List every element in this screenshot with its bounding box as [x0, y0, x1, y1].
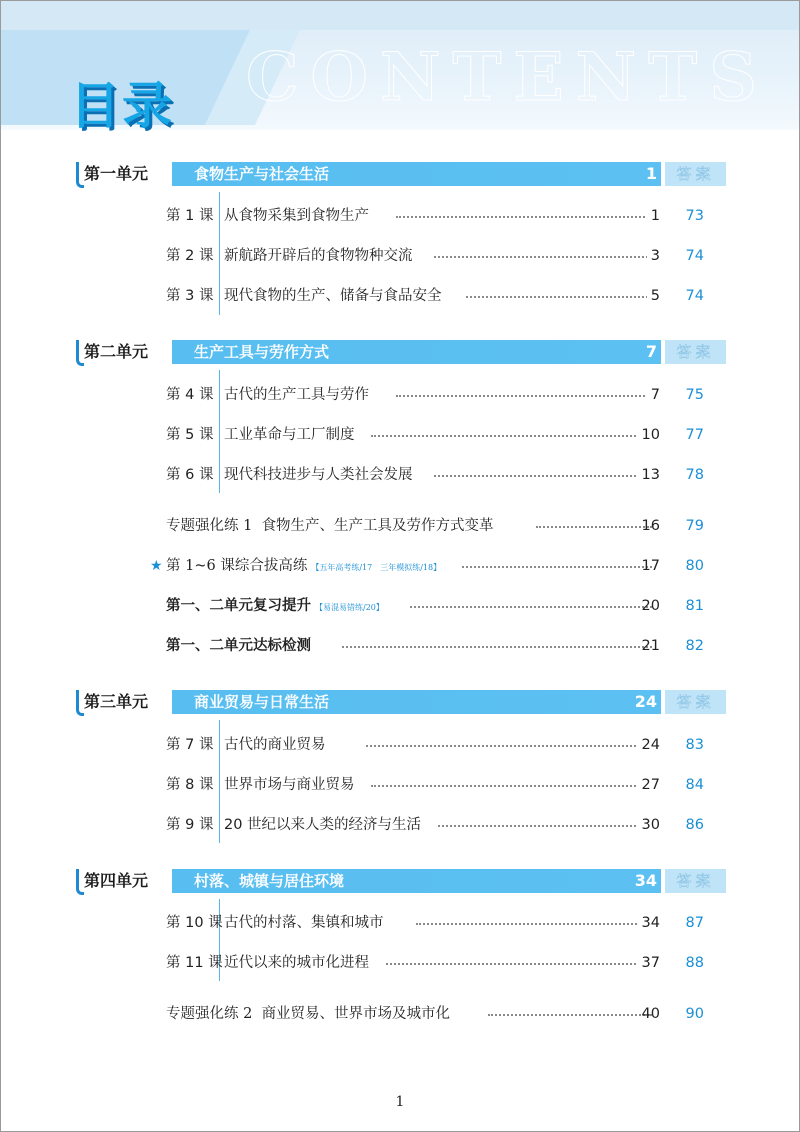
unit-title-bar [172, 869, 661, 893]
special-title [166, 595, 384, 619]
lesson-page: 13 [638, 464, 660, 486]
lesson-row[interactable] [166, 245, 726, 267]
lesson-number: 第 11 课 [166, 955, 223, 971]
lesson-row[interactable] [166, 384, 726, 406]
special-label: 第一、二单元达标检测 [166, 638, 311, 654]
lesson-row[interactable] [166, 205, 726, 227]
leader-dots [434, 256, 652, 258]
lesson-page: 3 [647, 245, 660, 267]
special-title [166, 515, 494, 537]
lesson-title: 古代的生产工具与劳作 [224, 384, 375, 406]
lesson-title: 从食物采集到食物生产 [224, 205, 375, 227]
leader-dots [386, 963, 652, 965]
lesson-number: 第 2 课 [166, 248, 214, 264]
lesson-title: 现代科技进步与人类社会发展 [224, 464, 419, 486]
unit-page: 34 [634, 871, 657, 890]
leader-dots [396, 395, 652, 397]
lesson-page: 24 [638, 734, 660, 756]
leader-dots [366, 745, 652, 747]
leader-dots [342, 646, 652, 648]
lesson-page: 5 [647, 285, 660, 307]
lesson-title: 世界市场与商业贸易 [224, 774, 361, 796]
unit-page: 7 [645, 342, 657, 361]
leader-dots [371, 785, 652, 787]
leader-dots [466, 296, 652, 298]
answer-tab[interactable]: 答案 [665, 869, 726, 893]
lesson-title: 古代的商业贸易 [224, 734, 332, 756]
lesson-answer-page[interactable]: 83 [685, 737, 704, 753]
special-label: 第一、二单元复习提升 [166, 598, 311, 614]
special-row[interactable] [166, 1003, 726, 1025]
special-page: 40 [641, 1006, 660, 1022]
unit-label: 第一单元 [84, 164, 149, 183]
lesson-title: 古代的村落、集镇和城市 [224, 912, 390, 934]
lesson-number: 第 6 课 [166, 467, 214, 483]
unit-title: 村落、城镇与居住环境 [194, 872, 345, 890]
lesson-title: 20 世纪以来人类的经济与生活 [224, 814, 427, 836]
lesson-page: 37 [638, 952, 660, 974]
special-answer-page[interactable]: 81 [685, 598, 704, 614]
unit-title-bar [172, 340, 661, 364]
lesson-title: 新航路开辟后的食物物种交流 [224, 245, 419, 267]
special-answer-page[interactable]: 90 [685, 1006, 704, 1022]
page-title: 目录 [70, 77, 174, 135]
special-note: 【易混易错练/20】 [315, 603, 384, 612]
unit-label: 第四单元 [84, 871, 149, 890]
lesson-number: 第 7 课 [166, 737, 214, 753]
unit-page: 24 [634, 692, 657, 711]
special-row[interactable] [166, 595, 726, 617]
lesson-page: 30 [638, 814, 660, 836]
lesson-answer-page[interactable]: 73 [685, 208, 704, 224]
lesson-title: 现代食物的生产、储备与食品安全 [224, 285, 448, 307]
lesson-page: 7 [647, 384, 660, 406]
special-answer-page[interactable]: 82 [685, 638, 704, 654]
unit-title-bar [172, 162, 661, 186]
special-label: 第 1~6 课综合拔高练 [166, 558, 308, 574]
lesson-row[interactable] [166, 774, 726, 796]
special-page: 20 [641, 598, 660, 614]
special-note: 【五年高考练/17 三年模拟练/18】 [311, 563, 442, 572]
lesson-answer-page[interactable]: 74 [685, 248, 704, 264]
lesson-answer-page[interactable]: 88 [685, 955, 704, 971]
special-title [166, 1003, 450, 1025]
special-title [166, 635, 311, 657]
lesson-page: 10 [638, 424, 660, 446]
lesson-title: 近代以来的城市化进程 [224, 952, 375, 974]
leader-dots [396, 216, 652, 218]
special-label: 专题强化练 2 [166, 1006, 253, 1022]
lesson-answer-page[interactable]: 78 [685, 467, 704, 483]
unit-title: 食物生产与社会生活 [194, 165, 330, 183]
lesson-title: 工业革命与工厂制度 [224, 424, 361, 446]
special-page: 17 [641, 558, 660, 574]
lesson-row[interactable] [166, 734, 726, 756]
lesson-page: 27 [638, 774, 660, 796]
unit-label: 第二单元 [84, 342, 149, 361]
lesson-number: 第 9 课 [166, 817, 214, 833]
lesson-row[interactable] [166, 285, 726, 307]
leader-dots [410, 606, 652, 608]
lesson-answer-page[interactable]: 87 [685, 915, 704, 931]
special-row[interactable] [150, 555, 726, 577]
lesson-number: 第 3 课 [166, 288, 214, 304]
special-answer-page[interactable]: 80 [685, 558, 704, 574]
leader-dots [438, 825, 652, 827]
answer-tab[interactable]: 答案 [665, 162, 726, 186]
lesson-number: 第 4 课 [166, 387, 214, 403]
lesson-row[interactable] [166, 814, 726, 836]
unit-header-1[interactable] [76, 162, 726, 186]
leader-dots [536, 526, 652, 528]
special-title [166, 555, 441, 579]
answer-tab[interactable]: 答案 [665, 690, 726, 714]
special-page: 16 [641, 518, 660, 534]
unit-label: 第三单元 [84, 692, 149, 711]
lesson-row[interactable] [166, 464, 726, 486]
lesson-row[interactable] [166, 912, 726, 934]
special-row[interactable] [166, 635, 726, 657]
lesson-answer-page[interactable]: 77 [685, 427, 704, 443]
lesson-row[interactable] [166, 424, 726, 446]
unit-title-bar [172, 690, 661, 714]
lesson-row[interactable] [166, 952, 726, 974]
leader-dots [371, 435, 652, 437]
special-subtitle: 商业贸易、世界市场及城市化 [261, 1006, 451, 1022]
lesson-answer-page[interactable]: 74 [685, 288, 704, 304]
unit-page: 1 [645, 164, 657, 183]
special-subtitle: 食物生产、生产工具及劳作方式变革 [261, 518, 494, 534]
special-row[interactable] [166, 515, 726, 537]
lesson-number: 第 1 课 [166, 208, 214, 224]
special-answer-page[interactable]: 79 [685, 518, 704, 534]
leader-dots [416, 923, 652, 925]
lesson-answer-page[interactable]: 84 [685, 777, 704, 793]
lesson-number: 第 5 课 [166, 427, 214, 443]
leader-dots [488, 1014, 652, 1016]
lesson-page: 1 [647, 205, 660, 227]
special-label: 专题强化练 1 [166, 518, 253, 534]
lesson-answer-page[interactable]: 75 [685, 387, 704, 403]
unit-title: 商业贸易与日常生活 [194, 693, 330, 711]
unit-title: 生产工具与劳作方式 [194, 343, 330, 361]
page-number: 1 [395, 1094, 405, 1110]
star-icon: ★ [150, 558, 163, 574]
unit-header-3[interactable] [76, 690, 726, 714]
special-page: 21 [641, 638, 660, 654]
unit-header-4[interactable] [76, 869, 726, 893]
lesson-answer-page[interactable]: 86 [685, 817, 704, 833]
leader-dots [462, 566, 652, 568]
lesson-number: 第 8 课 [166, 777, 214, 793]
contents-watermark: CONTENTS [246, 38, 769, 116]
answer-tab[interactable]: 答案 [665, 340, 726, 364]
lesson-page: 34 [638, 912, 660, 934]
unit-header-2[interactable] [76, 340, 726, 364]
lesson-number: 第 10 课 [166, 915, 223, 931]
leader-dots [434, 475, 652, 477]
